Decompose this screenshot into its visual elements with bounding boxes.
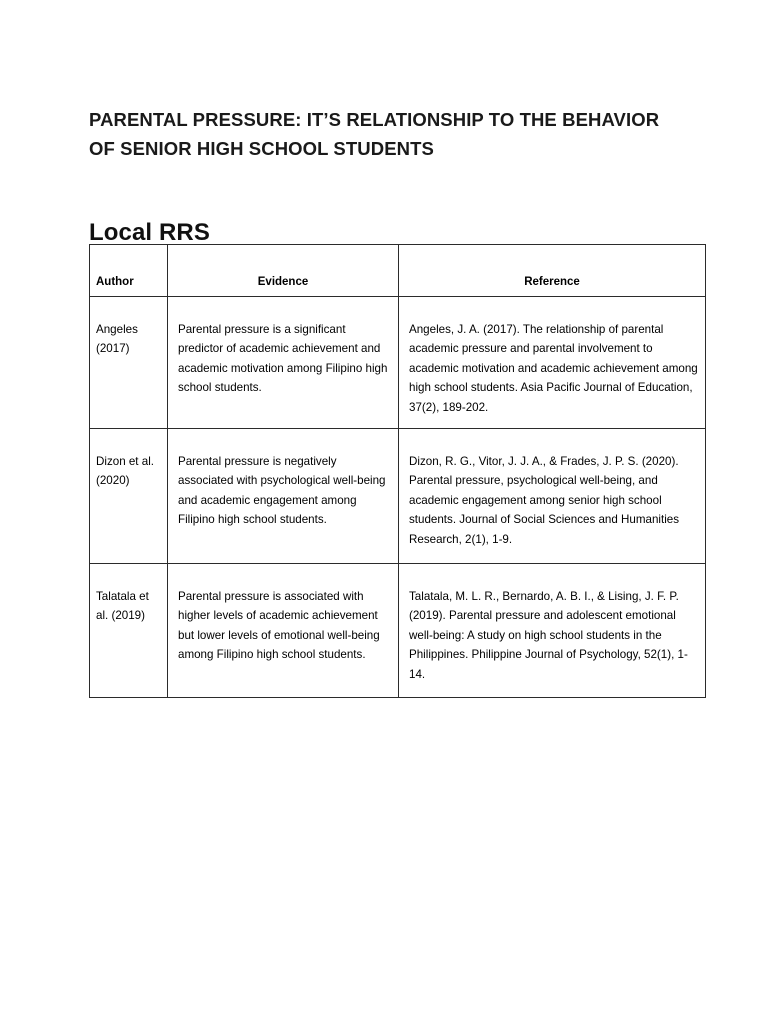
author-text: Dizon et al. (2020) [96,455,154,488]
reference-text: Angeles, J. A. (2017). The relationship of parental academic pressure and parental involvement to academic motivation and academic achievement among high school students. Asia Pacific Journal of Education, 37(2), 189-202. [409,323,698,414]
reference-text: Dizon, R. G., Vitor, J. J. A., & Frades, J. P. S. (2020). Parental pressure, psychological well-being, and academic engagement among senior high school students. Journal of Social Sciences and Humanities Research, 2(1), 1-9. [409,455,680,546]
column-header-author-label: Author [96,276,134,288]
cell-author [90,564,168,698]
cell-author [90,429,168,564]
author-text: Angeles (2017) [96,323,138,356]
local-rrs-table [89,244,706,698]
author-text: Talatala et al. (2019) [96,590,149,623]
section-heading: Local RRS [89,218,210,246]
reference-text: Talatala, M. L. R., Bernardo, A. B. I., & Lising, J. F. P. (2019). Parental pressure and adolescent emotional well-being: A study on high school students in the Philippines. Philippine Journal of Psychology, 52(1), 1-14. [409,590,688,681]
table-body [90,297,706,698]
cell-evidence [168,564,399,698]
column-header-evidence [168,245,399,297]
evidence-text: Parental pressure is negatively associated with psychological well-being and academic engagement among Filipino high school students. [178,455,386,527]
evidence-text: Parental pressure is associated with higher levels of academic achievement but lower levels of emotional well-being among Filipino high school students. [178,590,380,662]
cell-author [90,297,168,429]
cell-evidence [168,429,399,564]
evidence-text: Parental pressure is a significant predictor of academic achievement and academic motivation among Filipino high school students. [178,323,388,395]
table-header [90,245,706,297]
cell-reference [399,429,706,564]
column-header-reference-label: Reference [524,276,580,288]
table-header-row [90,245,706,297]
page-title [89,105,689,163]
table-row [90,564,706,698]
cell-reference [399,564,706,698]
table-row [90,429,706,564]
table-row [90,297,706,429]
cell-reference [399,297,706,429]
column-header-evidence-label: Evidence [257,276,309,288]
page-title-line-2: OF SENIOR HIGH SCHOOL STUDENTS [89,138,434,160]
page-title-line-1: PARENTAL PRESSURE: IT’S RELATIONSHIP TO THE BEHAVIOR [89,109,660,131]
column-header-author [90,245,168,297]
cell-evidence [168,297,399,429]
column-header-reference [399,245,706,297]
